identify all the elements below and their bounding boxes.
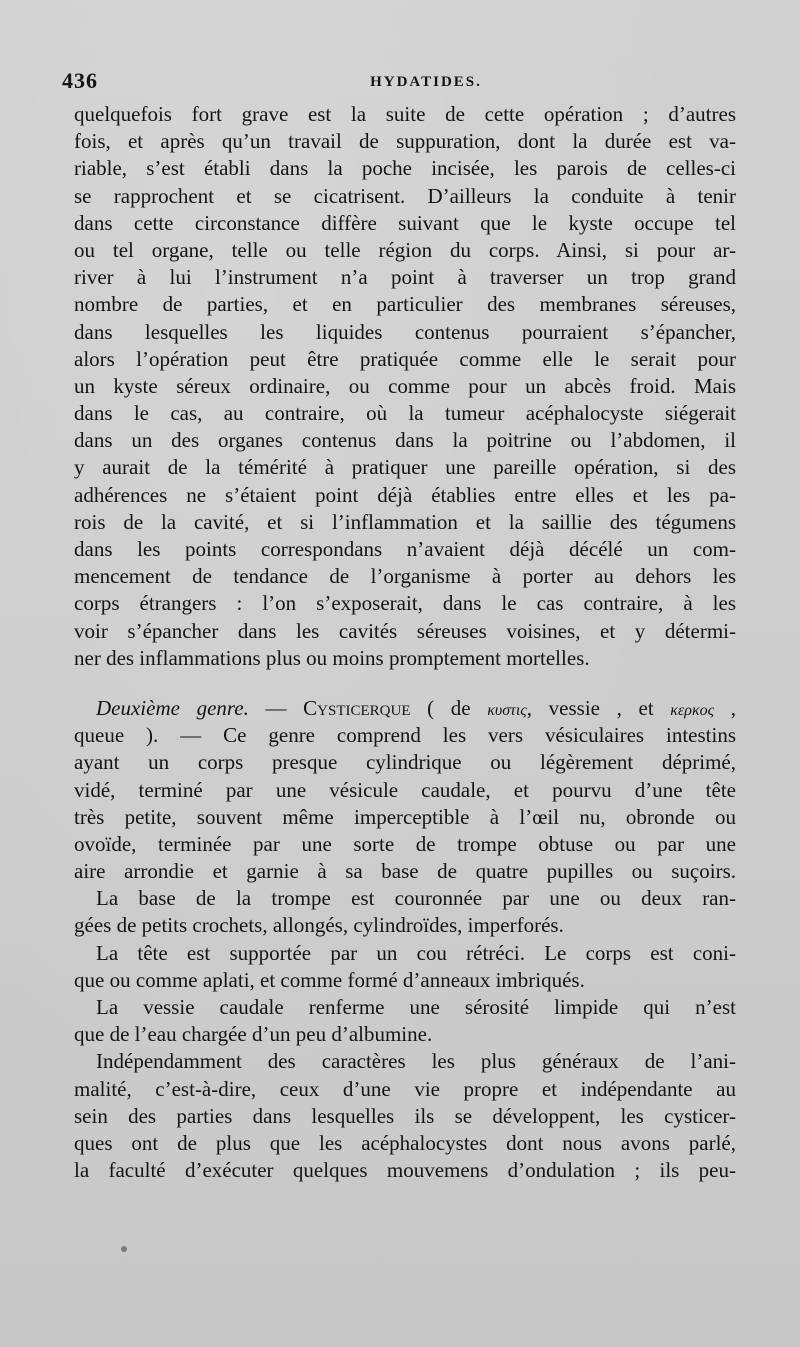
genre-text: ( de bbox=[410, 695, 488, 720]
text-line: se rapprochent et se cicatrisent. D’ailleurs la conduite à tenir bbox=[74, 183, 736, 208]
text-line: queue ). — Ce genre comprend les vers vésiculaires intestins bbox=[74, 723, 736, 748]
text-line: dans cette circonstance diffère suivant que le kyste occupe tel bbox=[74, 210, 736, 235]
body-text bbox=[74, 101, 736, 1184]
paragraph-1 bbox=[74, 101, 736, 672]
text-line: dans les points correspondans n’avaient déjà décélé un com- bbox=[74, 537, 736, 561]
text-line: sein des parties dans lesquelles ils se développent, les cysticer- bbox=[74, 1103, 736, 1128]
text-line: ayant un corps presque cylindrique ou légèrement déprimé, bbox=[74, 750, 736, 775]
text-line: malité, c’est-à-dire, ceux d’une vie propre et indépendante au bbox=[74, 1076, 736, 1101]
genre-dash: — bbox=[248, 695, 304, 720]
genre-heading-line bbox=[74, 695, 736, 722]
paragraph-5 bbox=[74, 994, 736, 1048]
greek-word-tail: κερκος bbox=[670, 701, 715, 719]
text-line: mencement de tendance de l’organisme à porter au dehors les bbox=[74, 564, 736, 589]
text-line: rois de la cavité, et si l’inflammation et la saillie des tégumens bbox=[74, 509, 736, 534]
text-line: quelquefois fort grave est la suite de cette opération ; d’autres bbox=[74, 102, 736, 126]
text-line: vidé, terminé par une vésicule caudale, et pourvu d’une tête bbox=[74, 777, 736, 802]
paragraph-gap bbox=[74, 672, 736, 695]
text-line: ques ont de plus que les acéphalocystes dont nous avons parlé, bbox=[74, 1130, 736, 1155]
text-line: fois, et après qu’un travail de suppuration, dont la durée est va- bbox=[74, 129, 736, 154]
text-line: ou tel organe, telle ou telle région du corps. Ainsi, si pour ar- bbox=[74, 237, 736, 262]
text-line: ner des inflammations plus ou moins promptement mortelles. bbox=[74, 645, 590, 670]
text-line: y aurait de la témérité à pratiquer une pareille opération, si des bbox=[74, 455, 736, 480]
text-line: dans un des organes contenus dans la poitrine ou l’abdomen, il bbox=[74, 428, 736, 453]
text-line: gées de petits crochets, allongés, cylindroïdes, imperforés. bbox=[74, 913, 564, 938]
genre-text: , vessie , et bbox=[526, 695, 671, 720]
genre-text: , bbox=[714, 695, 737, 720]
text-line: corps étrangers : l’on s’exposerait, dans le cas contraire, à les bbox=[74, 591, 736, 616]
text-line: que de l’eau chargée d’un peu d’albumine. bbox=[74, 1022, 433, 1047]
text-line: ovoïde, terminée par une sorte de trompe obtuse ou par une bbox=[74, 831, 736, 856]
genre-name: Cysticerque bbox=[303, 695, 411, 720]
running-head: HYDATIDES. bbox=[370, 74, 482, 90]
text-line: un kyste séreux ordinaire, ou comme pour un abcès froid. Mais bbox=[74, 373, 736, 398]
text-line: La tête est supportée par un cou rétréci. Le corps est coni- bbox=[96, 940, 736, 965]
text-line: voir s’épancher dans les cavités séreuses voisines, et y détermi- bbox=[74, 618, 736, 643]
text-line: que ou comme aplati, et comme formé d’anneaux imbriqués. bbox=[74, 967, 585, 992]
text-line: riable, s’est établi dans la poche incisée, les parois de celles-ci bbox=[74, 156, 736, 181]
text-line: aire arrondie et garnie à sa base de quatre pupilles ou suçoirs. bbox=[74, 859, 736, 884]
paragraph-4 bbox=[74, 940, 736, 994]
text-line: dans lesquelles les liquides contenus pourraient s’épancher, bbox=[74, 319, 736, 344]
text-line: nombre de parties, et en particulier des membranes séreuses, bbox=[74, 292, 736, 317]
text-line: la faculté d’exécuter quelques mouvemens d’ondulation ; ils peu- bbox=[74, 1158, 736, 1183]
text-line: dans le cas, au contraire, où la tumeur acéphalocyste siégerait bbox=[74, 401, 736, 426]
text-line: alors l’opération peut être pratiquée comme elle le serait pour bbox=[74, 346, 736, 371]
greek-word-bladder: κυστις bbox=[487, 701, 527, 719]
text-line: adhérences ne s’étaient point déjà établies entre elles et les pa- bbox=[74, 482, 736, 507]
text-line: La vessie caudale renferme une sérosité limpide qui n’est bbox=[96, 995, 736, 1019]
page-header bbox=[62, 68, 740, 98]
text-line: Indépendamment des caractères les plus généraux de l’ani- bbox=[96, 1049, 736, 1074]
genre-label: Deuxième genre. bbox=[96, 695, 249, 720]
text-line: très petite, souvent même imperceptible à l’œil nu, obronde ou bbox=[74, 804, 736, 829]
text-line: La base de la trompe est couronnée par une ou deux ran- bbox=[96, 886, 736, 911]
ink-speck bbox=[121, 1246, 127, 1252]
genre-paragraph bbox=[74, 695, 736, 885]
page-number: 436 bbox=[62, 68, 98, 93]
paragraph-6 bbox=[74, 1048, 736, 1184]
paragraph-3 bbox=[74, 885, 736, 939]
text-line: river à lui l’instrument n’a point à traverser un trop grand bbox=[74, 265, 736, 290]
